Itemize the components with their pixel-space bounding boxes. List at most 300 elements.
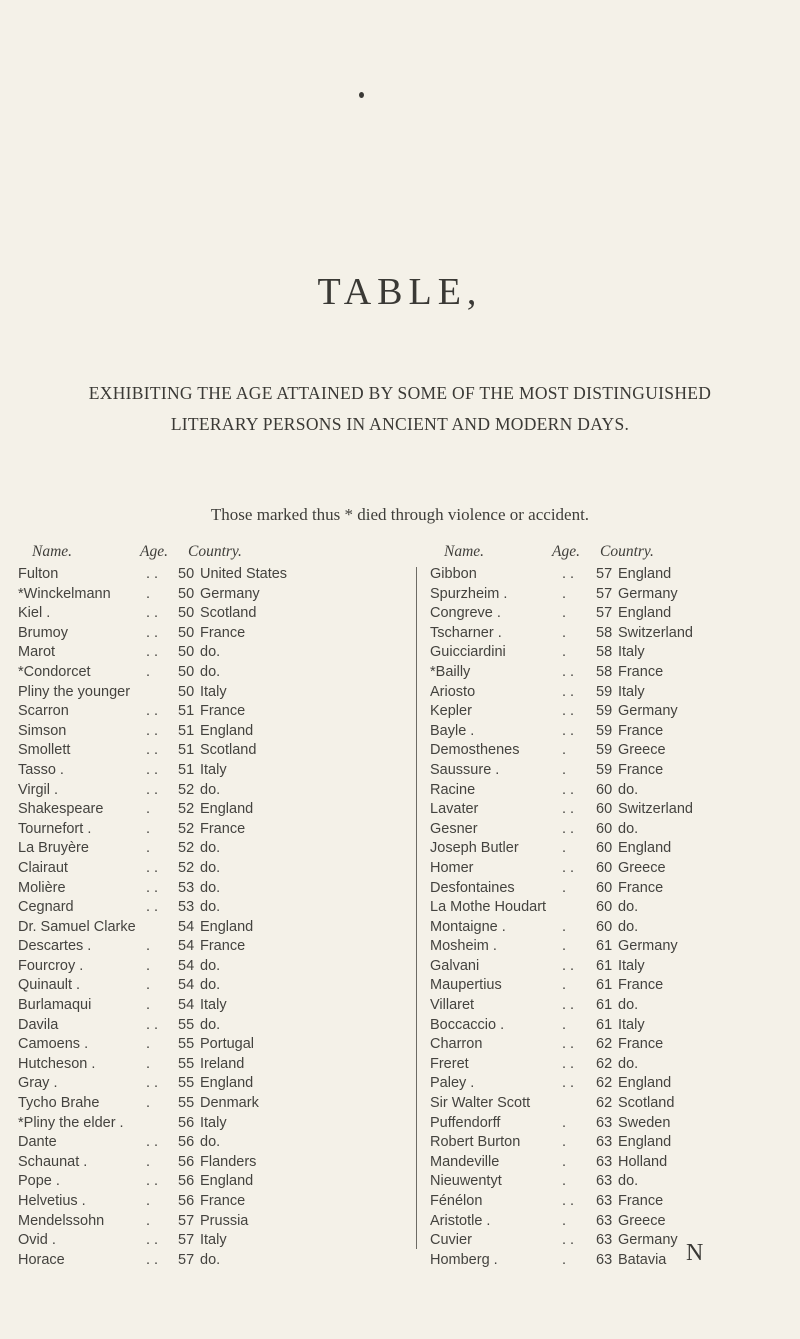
row-leader-dots: . .: [562, 957, 575, 974]
row-age: 59: [596, 761, 613, 778]
row-country: France: [200, 938, 246, 955]
row-age: 51: [178, 761, 195, 778]
row-age: 61: [596, 957, 613, 974]
table-row: [18, 565, 378, 585]
row-age: 54: [178, 997, 195, 1014]
row-country: Switzerland: [618, 801, 693, 818]
table-row: [430, 800, 790, 820]
table-row: [18, 957, 378, 977]
table-row: [430, 1251, 790, 1271]
row-age: 63: [596, 1153, 613, 1170]
table-row: [430, 604, 790, 624]
table-row: [18, 1172, 378, 1192]
row-country: France: [200, 624, 246, 641]
row-name: *Pliny the elder .: [18, 1114, 124, 1131]
row-leader-dots: . .: [146, 742, 159, 759]
row-name: Bayle .: [430, 722, 475, 739]
row-name: Villaret: [430, 997, 475, 1014]
row-country: Sweden: [618, 1114, 671, 1131]
column-header: [18, 543, 378, 565]
row-leader-dots: .: [562, 605, 567, 622]
row-country: France: [618, 977, 664, 994]
row-country: Batavia: [618, 1251, 667, 1268]
row-country: do.: [200, 1134, 221, 1151]
row-name: Spurzheim .: [430, 585, 508, 602]
row-country: Greece: [618, 742, 666, 759]
row-age: 52: [178, 859, 195, 876]
row-name: Tasso .: [18, 761, 64, 778]
row-country: do.: [618, 997, 639, 1014]
row-name: Homberg .: [430, 1251, 498, 1268]
row-leader-dots: . .: [146, 1232, 159, 1249]
table-row: [430, 702, 790, 722]
row-country: France: [618, 663, 664, 680]
table-row: [18, 663, 378, 683]
table-column-right: [430, 543, 790, 1270]
page-subtitle: EXHIBITING THE AGE ATTAINED BY SOME OF THE MOST DISTINGUISHED LITERARY PERSONS IN ANCIENT AND MODERN DAYS.: [88, 383, 712, 434]
row-name: Fulton: [18, 566, 59, 582]
row-leader-dots: . .: [562, 663, 575, 680]
row-country: do.: [200, 899, 221, 916]
row-age: 52: [178, 820, 195, 837]
column-header: [430, 543, 790, 565]
row-leader-dots: .: [562, 1153, 567, 1170]
row-leader-dots: .: [562, 1212, 567, 1229]
row-name: Robert Burton: [430, 1134, 521, 1151]
row-country: Scotland: [200, 742, 257, 759]
table-row: [430, 643, 790, 663]
row-country: England: [618, 605, 672, 622]
row-age: 60: [596, 801, 613, 818]
table-row: [18, 1133, 378, 1153]
ink-speck: [359, 92, 364, 98]
row-age: 63: [596, 1134, 613, 1151]
table-row: [430, 1035, 790, 1055]
row-name: Mandeville: [430, 1153, 500, 1170]
table-row: [18, 1055, 378, 1075]
row-age: 51: [178, 742, 195, 759]
row-country: Switzerland: [618, 624, 693, 641]
row-country: France: [618, 879, 664, 896]
table-row: [430, 918, 790, 938]
row-age: 59: [596, 703, 613, 720]
row-leader-dots: .: [146, 957, 151, 974]
table-row: [430, 1114, 790, 1134]
row-country: do.: [200, 663, 221, 680]
table-row: [430, 820, 790, 840]
row-name: Kepler: [430, 703, 472, 720]
row-country: Italy: [200, 1114, 227, 1131]
row-country: Prussia: [200, 1212, 249, 1229]
row-leader-dots: .: [562, 585, 567, 602]
table-row: [430, 565, 790, 585]
row-leader-dots: . .: [562, 781, 575, 798]
row-leader-dots: .: [146, 997, 151, 1014]
signature-mark: N: [686, 1240, 704, 1266]
row-leader-dots: .: [562, 1251, 567, 1268]
row-country: do.: [200, 781, 221, 798]
row-country: Holland: [618, 1153, 668, 1170]
row-name: Fourcroy .: [18, 957, 84, 974]
row-leader-dots: . .: [146, 624, 159, 641]
table-row: [430, 898, 790, 918]
row-name: Ariosto: [430, 683, 476, 700]
table-row: [18, 1153, 378, 1173]
row-leader-dots: .: [562, 918, 567, 935]
row-leader-dots: . .: [562, 801, 575, 818]
row-leader-dots: .: [146, 1036, 151, 1053]
row-country: do.: [200, 1016, 221, 1033]
row-leader-dots: . .: [562, 1036, 575, 1053]
row-age: 62: [596, 1075, 613, 1092]
row-country: England: [618, 1134, 672, 1151]
table-row: [18, 918, 378, 938]
row-country: Denmark: [200, 1095, 259, 1112]
row-country: England: [618, 1075, 672, 1092]
row-country: Germany: [618, 703, 678, 720]
row-age: 56: [178, 1134, 195, 1151]
row-name: Marot: [18, 644, 56, 661]
row-age: 62: [596, 1055, 613, 1072]
row-name: Quinault .: [18, 977, 81, 994]
row-name: Cuvier: [430, 1232, 472, 1249]
row-age: 57: [178, 1212, 195, 1229]
row-leader-dots: . .: [562, 997, 575, 1014]
table-row: [430, 1094, 790, 1114]
row-age: 62: [596, 1095, 613, 1112]
row-name: Tycho Brahe: [18, 1095, 100, 1112]
table-rows-left: [18, 565, 378, 1270]
table-row: [18, 761, 378, 781]
row-country: Greece: [618, 1212, 666, 1229]
row-country: Italy: [618, 1016, 645, 1033]
row-name: Helvetius .: [18, 1193, 86, 1209]
row-country: do.: [618, 1055, 639, 1072]
table-row: [430, 585, 790, 605]
row-country: Portugal: [200, 1036, 255, 1053]
row-leader-dots: . .: [146, 1173, 159, 1190]
row-country: France: [618, 761, 664, 778]
row-age: 60: [596, 918, 613, 935]
row-leader-dots: .: [562, 624, 567, 641]
table-row: [430, 741, 790, 761]
table-row: [18, 839, 378, 859]
table-row: [18, 1094, 378, 1114]
row-age: 61: [596, 1016, 613, 1033]
row-name: Gray .: [18, 1075, 58, 1092]
row-age: 50: [178, 663, 195, 680]
row-leader-dots: . .: [146, 899, 159, 916]
table-row: [430, 937, 790, 957]
row-leader-dots: .: [562, 1114, 567, 1131]
row-name: Scarron: [18, 703, 69, 720]
row-name: Dante: [18, 1134, 57, 1151]
row-leader-dots: . .: [146, 1016, 159, 1033]
table-row: [430, 761, 790, 781]
row-country: Italy: [200, 1232, 227, 1249]
row-leader-dots: .: [562, 1173, 567, 1190]
row-age: 50: [178, 644, 195, 661]
row-name: Sir Walter Scott: [430, 1095, 531, 1112]
row-age: 51: [178, 722, 195, 739]
table-row: [430, 859, 790, 879]
table-row: [18, 702, 378, 722]
table-row: [430, 781, 790, 801]
table-row: [18, 1114, 378, 1134]
row-age: 56: [178, 1193, 195, 1209]
row-age: 57: [178, 1232, 195, 1249]
row-age: 51: [178, 703, 195, 720]
row-leader-dots: .: [146, 977, 151, 994]
table-row: [18, 898, 378, 918]
row-name: Racine: [430, 781, 476, 798]
row-leader-dots: .: [562, 1134, 567, 1151]
row-age: 55: [178, 1075, 195, 1092]
row-name: Dr. Samuel Clarke: [18, 918, 136, 935]
row-age: 54: [178, 918, 195, 935]
row-leader-dots: .: [562, 938, 567, 955]
row-country: England: [200, 1075, 254, 1092]
row-country: England: [618, 840, 672, 857]
row-age: 56: [178, 1114, 195, 1131]
header-country: Country.: [188, 543, 242, 560]
row-age: 55: [178, 1095, 195, 1112]
table-row: [18, 976, 378, 996]
row-age: 57: [596, 566, 613, 582]
row-name: Camoens .: [18, 1036, 89, 1053]
row-age: 50: [178, 585, 195, 602]
row-leader-dots: .: [562, 761, 567, 778]
row-name: Tournefort .: [18, 820, 92, 837]
row-name: Charron: [430, 1036, 483, 1053]
row-name: Fénélon: [430, 1193, 483, 1209]
table-row: [18, 643, 378, 663]
table-row: [430, 683, 790, 703]
row-name: Pliny the younger: [18, 683, 131, 700]
row-age: 50: [178, 683, 195, 700]
row-name: Montaigne .: [430, 918, 506, 935]
row-leader-dots: .: [146, 938, 151, 955]
row-leader-dots: .: [146, 1153, 151, 1170]
table-column-left: [18, 543, 378, 1270]
table-row: [430, 976, 790, 996]
row-age: 58: [596, 663, 613, 680]
row-country: do.: [618, 820, 639, 837]
row-country: France: [618, 722, 664, 739]
row-country: Italy: [200, 683, 227, 700]
row-leader-dots: . .: [146, 761, 159, 778]
table-row: [18, 1035, 378, 1055]
row-age: 53: [178, 899, 195, 916]
row-name: Lavater: [430, 801, 479, 818]
row-country: Germany: [618, 1232, 678, 1249]
row-leader-dots: .: [562, 977, 567, 994]
row-name: *Bailly: [430, 663, 471, 680]
row-leader-dots: .: [562, 879, 567, 896]
row-age: 52: [178, 801, 195, 818]
header-name: Name.: [32, 543, 73, 560]
row-name: Joseph Butler: [430, 840, 519, 857]
row-age: 60: [596, 879, 613, 896]
table-row: [18, 585, 378, 605]
row-age: 57: [178, 1251, 195, 1268]
table-row: [430, 1074, 790, 1094]
row-country: France: [200, 703, 246, 720]
row-name: Maupertius: [430, 977, 502, 994]
row-country: do.: [200, 1251, 221, 1268]
row-name: Freret: [430, 1055, 469, 1072]
row-leader-dots: . .: [146, 703, 159, 720]
table-row: [18, 722, 378, 742]
row-age: 54: [178, 938, 195, 955]
row-country: Scotland: [200, 605, 257, 622]
row-age: 54: [178, 957, 195, 974]
row-name: Kiel .: [18, 605, 51, 622]
table-row: [430, 722, 790, 742]
row-name: Horace: [18, 1251, 65, 1268]
row-country: England: [200, 801, 254, 818]
row-age: 52: [178, 781, 195, 798]
row-country: do.: [618, 1173, 639, 1190]
row-name: Pope .: [18, 1173, 60, 1190]
row-leader-dots: .: [562, 840, 567, 857]
row-age: 62: [596, 1036, 613, 1053]
row-age: 50: [178, 605, 195, 622]
row-leader-dots: .: [562, 1016, 567, 1033]
row-age: 61: [596, 977, 613, 994]
row-age: 50: [178, 566, 195, 582]
table-row: [18, 1251, 378, 1271]
row-leader-dots: . .: [562, 820, 575, 837]
row-name: Tscharner .: [430, 624, 502, 641]
row-country: Italy: [618, 644, 645, 661]
row-name: Clairaut: [18, 859, 68, 876]
row-age: 53: [178, 879, 195, 896]
row-leader-dots: . .: [562, 566, 575, 582]
table-row: [430, 1055, 790, 1075]
row-leader-dots: . .: [146, 566, 159, 582]
row-age: 59: [596, 683, 613, 700]
row-leader-dots: . .: [146, 644, 159, 661]
row-leader-dots: .: [562, 742, 567, 759]
row-leader-dots: . .: [562, 1193, 575, 1209]
table-row: [18, 937, 378, 957]
table-rows-right: [430, 565, 790, 1270]
row-age: 57: [596, 585, 613, 602]
row-age: 54: [178, 977, 195, 994]
row-name: Ovid .: [18, 1232, 56, 1249]
footnote-legend: Those marked thus * died through violence or accident.: [210, 505, 590, 524]
row-country: France: [200, 820, 246, 837]
row-name: *Winckelmann: [18, 585, 111, 602]
row-name: Nieuwentyt: [430, 1173, 502, 1190]
table-row: [430, 1231, 790, 1251]
row-age: 63: [596, 1114, 613, 1131]
row-age: 55: [178, 1016, 195, 1033]
row-age: 60: [596, 899, 613, 916]
column-divider: [416, 567, 417, 1249]
row-name: Demosthenes: [430, 742, 520, 759]
row-leader-dots: . .: [146, 1251, 159, 1268]
table-row: [430, 1133, 790, 1153]
row-name: Gibbon: [430, 566, 477, 582]
row-country: France: [618, 1193, 664, 1209]
row-leader-dots: . .: [562, 722, 575, 739]
row-leader-dots: .: [146, 1055, 151, 1072]
table-row: [430, 879, 790, 899]
row-age: 60: [596, 820, 613, 837]
table-row: [18, 624, 378, 644]
row-leader-dots: .: [146, 840, 151, 857]
row-leader-dots: . .: [146, 859, 159, 876]
row-country: France: [200, 1193, 246, 1209]
row-country: Italy: [200, 761, 227, 778]
row-name: Gesner: [430, 820, 478, 837]
row-age: 55: [178, 1055, 195, 1072]
row-leader-dots: .: [146, 1193, 151, 1209]
row-leader-dots: .: [146, 820, 151, 837]
row-name: Descartes .: [18, 938, 92, 955]
row-name: Galvani: [430, 957, 480, 974]
row-age: 63: [596, 1251, 613, 1268]
row-name: Paley .: [430, 1075, 475, 1092]
header-name: Name.: [444, 543, 485, 560]
row-country: France: [618, 1036, 664, 1053]
row-name: Simson: [18, 722, 67, 739]
row-country: Italy: [200, 997, 227, 1014]
row-name: Saussure .: [430, 761, 500, 778]
row-name: Virgil .: [18, 781, 59, 798]
table-row: [18, 683, 378, 703]
row-age: 56: [178, 1153, 195, 1170]
row-leader-dots: .: [146, 1212, 151, 1229]
row-leader-dots: . .: [146, 781, 159, 798]
row-age: 60: [596, 859, 613, 876]
row-name: Boccaccio .: [430, 1016, 505, 1033]
table-row: [18, 800, 378, 820]
row-country: do.: [618, 899, 639, 916]
row-leader-dots: . .: [562, 1232, 575, 1249]
row-name: Brumoy: [18, 624, 68, 641]
row-leader-dots: . .: [146, 1075, 159, 1092]
row-age: 56: [178, 1173, 195, 1190]
table-row: [430, 624, 790, 644]
table-row: [430, 1153, 790, 1173]
row-age: 57: [596, 605, 613, 622]
row-name: Molière: [18, 879, 66, 896]
table-row: [430, 839, 790, 859]
table-row: [18, 1231, 378, 1251]
row-leader-dots: . .: [146, 879, 159, 896]
table-row: [18, 604, 378, 624]
row-age: 61: [596, 997, 613, 1014]
row-age: 60: [596, 840, 613, 857]
row-country: do.: [200, 644, 221, 661]
row-leader-dots: . .: [562, 1075, 575, 1092]
row-country: England: [618, 566, 672, 582]
table-row: [18, 996, 378, 1016]
row-leader-dots: .: [146, 585, 151, 602]
row-leader-dots: . .: [562, 859, 575, 876]
table-row: [18, 879, 378, 899]
row-name: Mendelssohn: [18, 1212, 105, 1229]
row-age: 59: [596, 742, 613, 759]
table-row: [430, 1212, 790, 1232]
table-row: [18, 781, 378, 801]
row-age: 58: [596, 644, 613, 661]
row-country: do.: [200, 977, 221, 994]
row-age: 59: [596, 722, 613, 739]
